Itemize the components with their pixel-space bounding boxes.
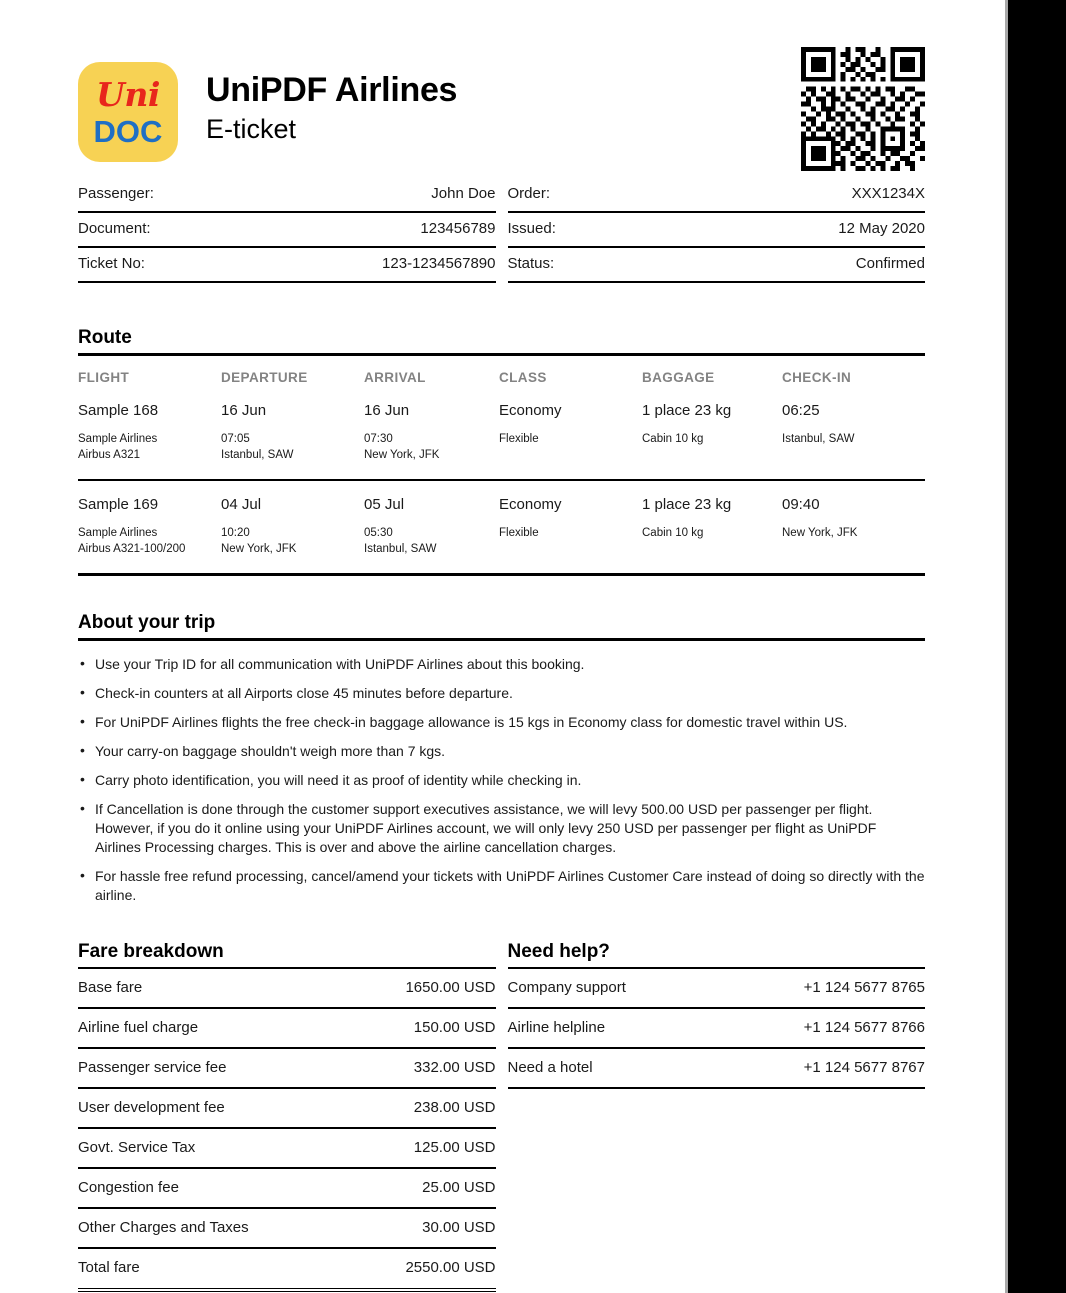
departure-date: 04 Jul [221,496,262,513]
help-phone: +1 124 5677 8767 [714,1048,925,1088]
need-help-table [508,967,926,1089]
table-row [508,1008,926,1048]
document-header [78,0,925,150]
departure-time: 10:20 [221,527,250,539]
fare-breakdown-section [78,941,496,1292]
column-header-checkin: CHECK-IN [782,370,852,385]
fare-value: 1650.00 USD [351,968,495,1008]
route-cell-baggage [642,480,782,573]
class-name: Economy [499,402,562,419]
booking-info [78,178,925,283]
document-value: 123456789 [245,212,495,247]
document-label: Document: [78,212,245,247]
route-cell-arrival [364,401,499,480]
table-row [508,178,926,212]
fare-value: 125.00 USD [351,1128,495,1168]
help-phone: +1 124 5677 8765 [714,968,925,1008]
fare-value: 238.00 USD [351,1088,495,1128]
checkin-location: Istanbul, SAW [782,433,855,445]
issued-label: Issued: [508,212,657,247]
list-item: • For UniPDF Airlines flights the free check-in baggage allowance is 15 kgs in Economy class for domestic travel within US. [78,713,925,732]
table-row [78,178,496,212]
table-row [78,1168,496,1208]
route-heading: Route [78,327,132,348]
viewer-gutter [1008,0,1066,1293]
qr-code-icon [801,47,925,171]
issued-value: 12 May 2020 [657,212,925,247]
table-row [78,1008,496,1048]
help-label: Need a hotel [508,1048,714,1088]
qr-code-svg [801,47,925,171]
page-content [78,0,925,1292]
arrival-date: 05 Jul [364,496,405,513]
class-fare-type: Flexible [499,527,539,539]
departure-airport: New York, JFK [221,543,297,555]
column-header-flight: FLIGHT [78,370,130,385]
column-header-baggage: BAGGAGE [642,370,715,385]
route-cell-arrival [364,480,499,573]
booking-info-right [508,178,926,283]
table-row [508,968,926,1008]
fare-breakdown-table [78,967,496,1292]
total-fare-value: 2550.00 USD [351,1248,495,1290]
order-label: Order: [508,178,657,212]
flight-number: Sample 168 [78,402,159,419]
baggage-checked: 1 place 23 kg [642,402,732,419]
route-table [78,356,925,573]
status-label: Status: [508,247,657,282]
fare-label: Base fare [78,968,351,1008]
help-label: Company support [508,968,714,1008]
table-row [78,401,925,480]
total-fare-label: Total fare [78,1248,351,1290]
list-item: • Your carry-on baggage shouldn't weigh more than 7 kgs. [78,742,925,761]
route-cell-flight [78,480,221,573]
table-row [508,1048,926,1088]
route-cell-departure [221,480,364,573]
table-row [78,480,925,573]
table-row [78,1048,496,1088]
about-trip-heading: About your trip [78,612,216,633]
table-row [78,1128,496,1168]
route-cell-class [499,480,642,573]
passenger-value: John Doe [245,178,495,212]
column-header-class: CLASS [499,370,547,385]
fare-label: Passenger service fee [78,1048,351,1088]
fare-label: Other Charges and Taxes [78,1208,351,1248]
table-row [78,247,496,282]
flight-airline: Sample Airlines [78,527,158,539]
route-table-header [78,356,925,401]
header-titles [206,70,457,146]
class-name: Economy [499,496,562,513]
departure-date: 16 Jun [221,402,267,419]
route-section [78,327,925,576]
list-item: • If Cancellation is done through the customer support executives assistance, we will levy 500.00 USD per passenger per flight. However, if you do it online using your UniPDF Airlines account, we will only levy 250 USD per passenger per flight as UniPDF Airlines Processing charges. This is over and above the airline cancellation charges. [78,800,925,857]
route-cell-baggage [642,401,782,480]
departure-airport: Istanbul, SAW [221,449,294,461]
logo-doc-text: DOC [93,114,163,149]
about-trip-section [78,612,925,905]
airline-title: UniPDF Airlines [206,71,458,109]
flight-aircraft: Airbus A321 [78,449,141,461]
arrival-date: 16 Jun [364,402,410,419]
list-item: • Carry photo identification, you will need it as proof of identity while checking in. [78,771,925,790]
passenger-table [78,178,496,283]
unidoc-logo [78,62,178,162]
table-row [78,968,496,1008]
flight-airline: Sample Airlines [78,433,158,445]
order-value: XXX1234X [657,178,925,212]
flight-aircraft: Airbus A321-100/200 [78,543,186,555]
table-row [508,212,926,247]
checkin-time: 09:40 [782,496,820,513]
list-item: • For hassle free refund processing, cancel/amend your tickets with UniPDF Airlines Customer Care instead of doing so directly with the airline. [78,867,925,905]
status-badge: Confirmed [657,247,925,282]
ticket-no-value: 123-1234567890 [245,247,495,282]
fare-value: 332.00 USD [351,1048,495,1088]
arrival-time: 05:30 [364,527,393,539]
table-row [78,212,496,247]
checkin-location: New York, JFK [782,527,858,539]
fare-value: 25.00 USD [351,1168,495,1208]
fare-value: 30.00 USD [351,1208,495,1248]
checkin-time: 06:25 [782,402,820,419]
arrival-airport: Istanbul, SAW [364,543,437,555]
fare-label: Congestion fee [78,1168,351,1208]
document-subtitle: E-ticket [206,114,297,144]
list-item: • Use your Trip ID for all communication with UniPDF Airlines about this booking. [78,655,925,674]
flight-number: Sample 169 [78,496,159,513]
table-row-total [78,1248,496,1290]
departure-time: 07:05 [221,433,250,445]
table-row [78,1088,496,1128]
route-cell-class [499,401,642,480]
column-header-departure: DEPARTURE [221,370,308,385]
baggage-checked: 1 place 23 kg [642,496,732,513]
route-cell-checkin [782,401,925,480]
ticket-no-label: Ticket No: [78,247,245,282]
need-help-section [508,941,926,1292]
table-row [78,1208,496,1248]
route-cell-checkin [782,480,925,573]
logo-uni-text: Uni [96,75,160,114]
baggage-cabin: Cabin 10 kg [642,527,704,539]
need-help-heading: Need help? [507,941,610,962]
fare-label: Govt. Service Tax [78,1128,351,1168]
about-trip-rule [78,638,925,641]
fare-value: 150.00 USD [351,1008,495,1048]
arrival-airport: New York, JFK [364,449,440,461]
help-label: Airline helpline [508,1008,714,1048]
table-row [508,247,926,282]
route-cell-flight [78,401,221,480]
list-item: • Check-in counters at all Airports close 45 minutes before departure. [78,684,925,703]
passenger-label: Passenger: [78,178,245,212]
fare-label: User development fee [78,1088,351,1128]
class-fare-type: Flexible [499,433,539,445]
arrival-time: 07:30 [364,433,393,445]
route-cell-departure [221,401,364,480]
help-phone: +1 124 5677 8766 [714,1008,925,1048]
fare-breakdown-heading: Fare breakdown [78,941,224,962]
about-trip-list [78,655,925,905]
column-header-arrival: ARRIVAL [364,370,426,385]
baggage-cabin: Cabin 10 kg [642,433,704,445]
booking-info-left [78,178,496,283]
route-table-bottom-rule [78,573,925,576]
order-table [508,178,926,283]
summary-section [78,941,925,1292]
fare-label: Airline fuel charge [78,1008,351,1048]
